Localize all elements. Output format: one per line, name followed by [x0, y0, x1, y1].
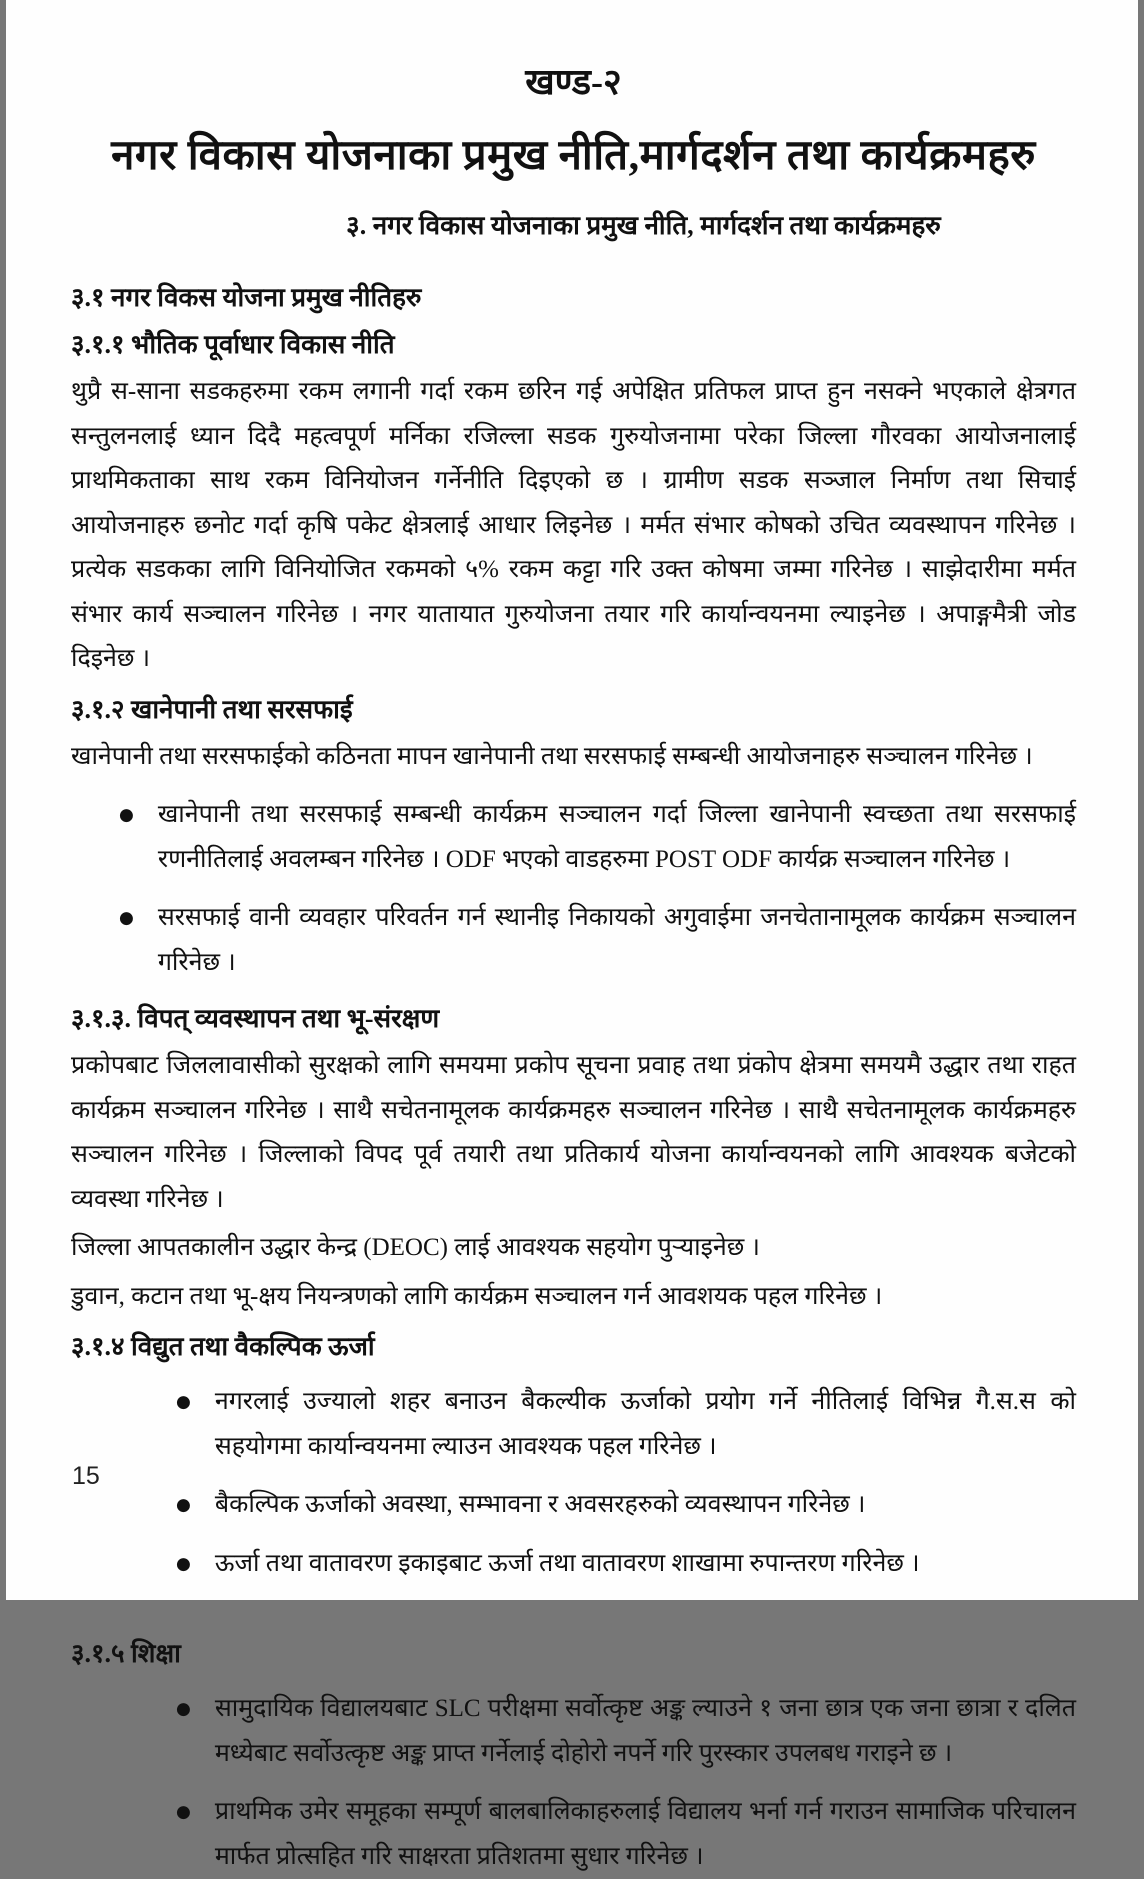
list-item — [176, 1542, 1076, 1587]
page-number: 15 — [72, 1462, 100, 1490]
list-item-text: ऊर्जा तथा वातावरण इकाइबाट ऊर्जा तथा वातावरण शाखामा रुपान्तरण गरिनेछ । — [214, 1549, 920, 1577]
list-item-text: सरसफाई वानी व्यवहार परिवर्तन गर्न स्थानीइ निकायको अगुवाईमा जनचेतानामूलक कार्यक्रम सञ्चालन गरिनेछ । — [157, 904, 1076, 976]
paragraph-3-1-3: प्रकोपबाट जिललावासीको सुरक्षको लागि समयमा प्रकोप सूचना प्रवाह तथा प्रंकोप क्षेत्रमा समयमै उद्धार तथा राहत कार्यक्रम सञ्चालन गरिनेछ । साथै सचेतनामूलक कार्यक्रमहरु सञ्चालन गरिनेछ । साथै सचेतनामूलक कार्यक्रमहरु सञ्चालन गरिनेछ । जिल्लाको विपद पूर्व तयारी तथा प्रतिकार्य योजना कार्यान्वयनको लागि आवश्यक बजेटको व्यवस्था गरिनेछ । — [71, 1052, 1076, 1213]
list-item-text: सामुदायिक विद्यालयबाट SLC परीक्षमा सर्वोत्कृष्ट अङ्क ल्याउने १ जना छात्र एक जना छात्रा र दलित मध्येबाट सर्वोउत्कृष्ट अङ्क प्राप्त गर्नेलाई दोहोरो नपर्ने गरि पुरस्कार उपलबध गराइने छ । — [214, 1695, 1076, 1767]
page-title: नगर विकास योजनाका प्रमुख नीति,मार्गदर्शन तथा कार्यक्रमहरु — [111, 133, 1036, 179]
list-item-text: बैकल्पिक ऊर्जाको अवस्था, सम्भावना र अवसरहरुको व्यवस्थापन गरिनेछ । — [214, 1491, 866, 1518]
heading-3-1-4: ३.१.४ विद्युत तथा वैकल्पिक ऊर्जा — [71, 1332, 375, 1361]
bullet-icon: ● — [176, 1495, 191, 1515]
list-item — [176, 1790, 1076, 1879]
list-item — [119, 896, 1076, 985]
line-erosion: डुवान, कटान तथा भू-क्षय नियन्त्रणको लागि कार्यक्रम सञ्चालन गर्न आवशयक पहल गरिनेछ । — [71, 1282, 883, 1310]
paragraph-3-1-2-intro: खानेपानी तथा सरसफाईको कठिनता मापन खानेपानी तथा सरसफाई सम्बन्धी आयोजनाहरु सञ्चालन गरिनेछ । — [71, 742, 1033, 770]
chapter-kicker: खण्ड-२ — [525, 62, 622, 102]
heading-3-1-1: ३.१.१ भौतिक पूर्वाधार विकास नीति — [71, 330, 395, 359]
bullet-icon: ● — [176, 1802, 191, 1822]
bullet-icon: ● — [119, 805, 134, 825]
bullet-icon: ● — [176, 1553, 191, 1574]
heading-3-1-5: ३.१.५ शिक्षा — [71, 1639, 181, 1668]
heading-3-1: ३.१ नगर विकस योजना प्रमुख नीतिहरु — [71, 283, 422, 312]
heading-3-1-3: ३.१.३. विपत् व्यवस्थापन तथा भू-संरक्षण — [71, 1004, 440, 1033]
list-item — [176, 1483, 1076, 1528]
bullet-icon: ● — [176, 1392, 191, 1412]
document-page — [6, 0, 1138, 1870]
page-subtitle: ३. नगर विकास योजनाका प्रमुख नीति, मार्गदर्शन तथा कार्यक्रमहरु — [346, 211, 941, 240]
list-item-text: नगरलाई उज्यालो शहर बनाउन बैकल्यीक ऊर्जाको प्रयोग गर्ने नीतिलाई विभिन्न गै.स.स को सहयोगमा कार्यान्वयनमा ल्याउन आवश्यक पहल गरिनेछ । — [214, 1388, 1076, 1460]
heading-3-1-2: ३.१.२ खानेपानी तथा सरसफाई — [71, 694, 353, 724]
list-item-text: खानेपानी तथा सरसफाई सम्बन्धी कार्यक्रम सञ्चालन गर्दा जिल्ला खानेपानी स्वच्छता तथा सरसफाई रणनीतिलाई अवलम्बन गरिनेछ । ODF भएको वाडहरुमा POST ODF कार्यक्र सञ्चालन गरिनेछ । — [157, 801, 1076, 873]
list-item — [176, 1380, 1076, 1469]
list-item — [119, 793, 1076, 882]
bullet-icon: ● — [119, 908, 134, 928]
list-item — [176, 1687, 1076, 1776]
paragraph-3-1-1: थुप्रै स-साना सडकहरुमा रकम लगानी गर्दा रकम छरिन गई अपेक्षित प्रतिफल प्राप्त हुन नसक्ने भएकाले क्षेत्रगत सन्तुलनलाई ध्यान दिदै महत्वपूर्ण मर्निका रजिल्ला सडक गुरुयोजनामा परेका जिल्ला गौरवका आयोजनालाई प्राथमिकताका साथ रकम विनियोजन गर्नेनीति दिइएको छ । ग्रामीण सडक सञ्जाल निर्माण तथा सिचाई आयोजनाहरु छनोट गर्दा कृषि पकेट क्षेत्रलाई आधार लिइनेछ । मर्मत संभार कोषको उचित व्यवस्थापन गरिनेछ । प्रत्येक सडकका लागि विनियोजित रकमको ५% रकम कट्टा गरि उक्त कोषमा जम्मा गरिनेछ । साझेदारीमा मर्मत संभार कार्य सञ्चालन गरिनेछ । नगर यातायात गुरुयोजना तयार गरि कार्यान्वयनमा ल्याइनेछ । अपाङ्गमैत्री जोड दिइनेछ । — [71, 378, 1076, 672]
list-item-text: प्राथमिक उमेर समूहका सम्पूर्ण बालबालिकाहरुलाई विद्यालय भर्ना गर्न गराउन सामाजिक परिचालन मार्फत प्रोत्सहित गरि साक्षरता प्रतिशतमा सुधार गरिनेछ । — [214, 1798, 1076, 1870]
line-deoc: जिल्ला आपतकालीन उद्धार केन्द्र (DEOC) लाई आवश्यक सहयोग पुऱ्याइनेछ । — [71, 1234, 760, 1261]
bullet-icon: ● — [176, 1699, 191, 1719]
